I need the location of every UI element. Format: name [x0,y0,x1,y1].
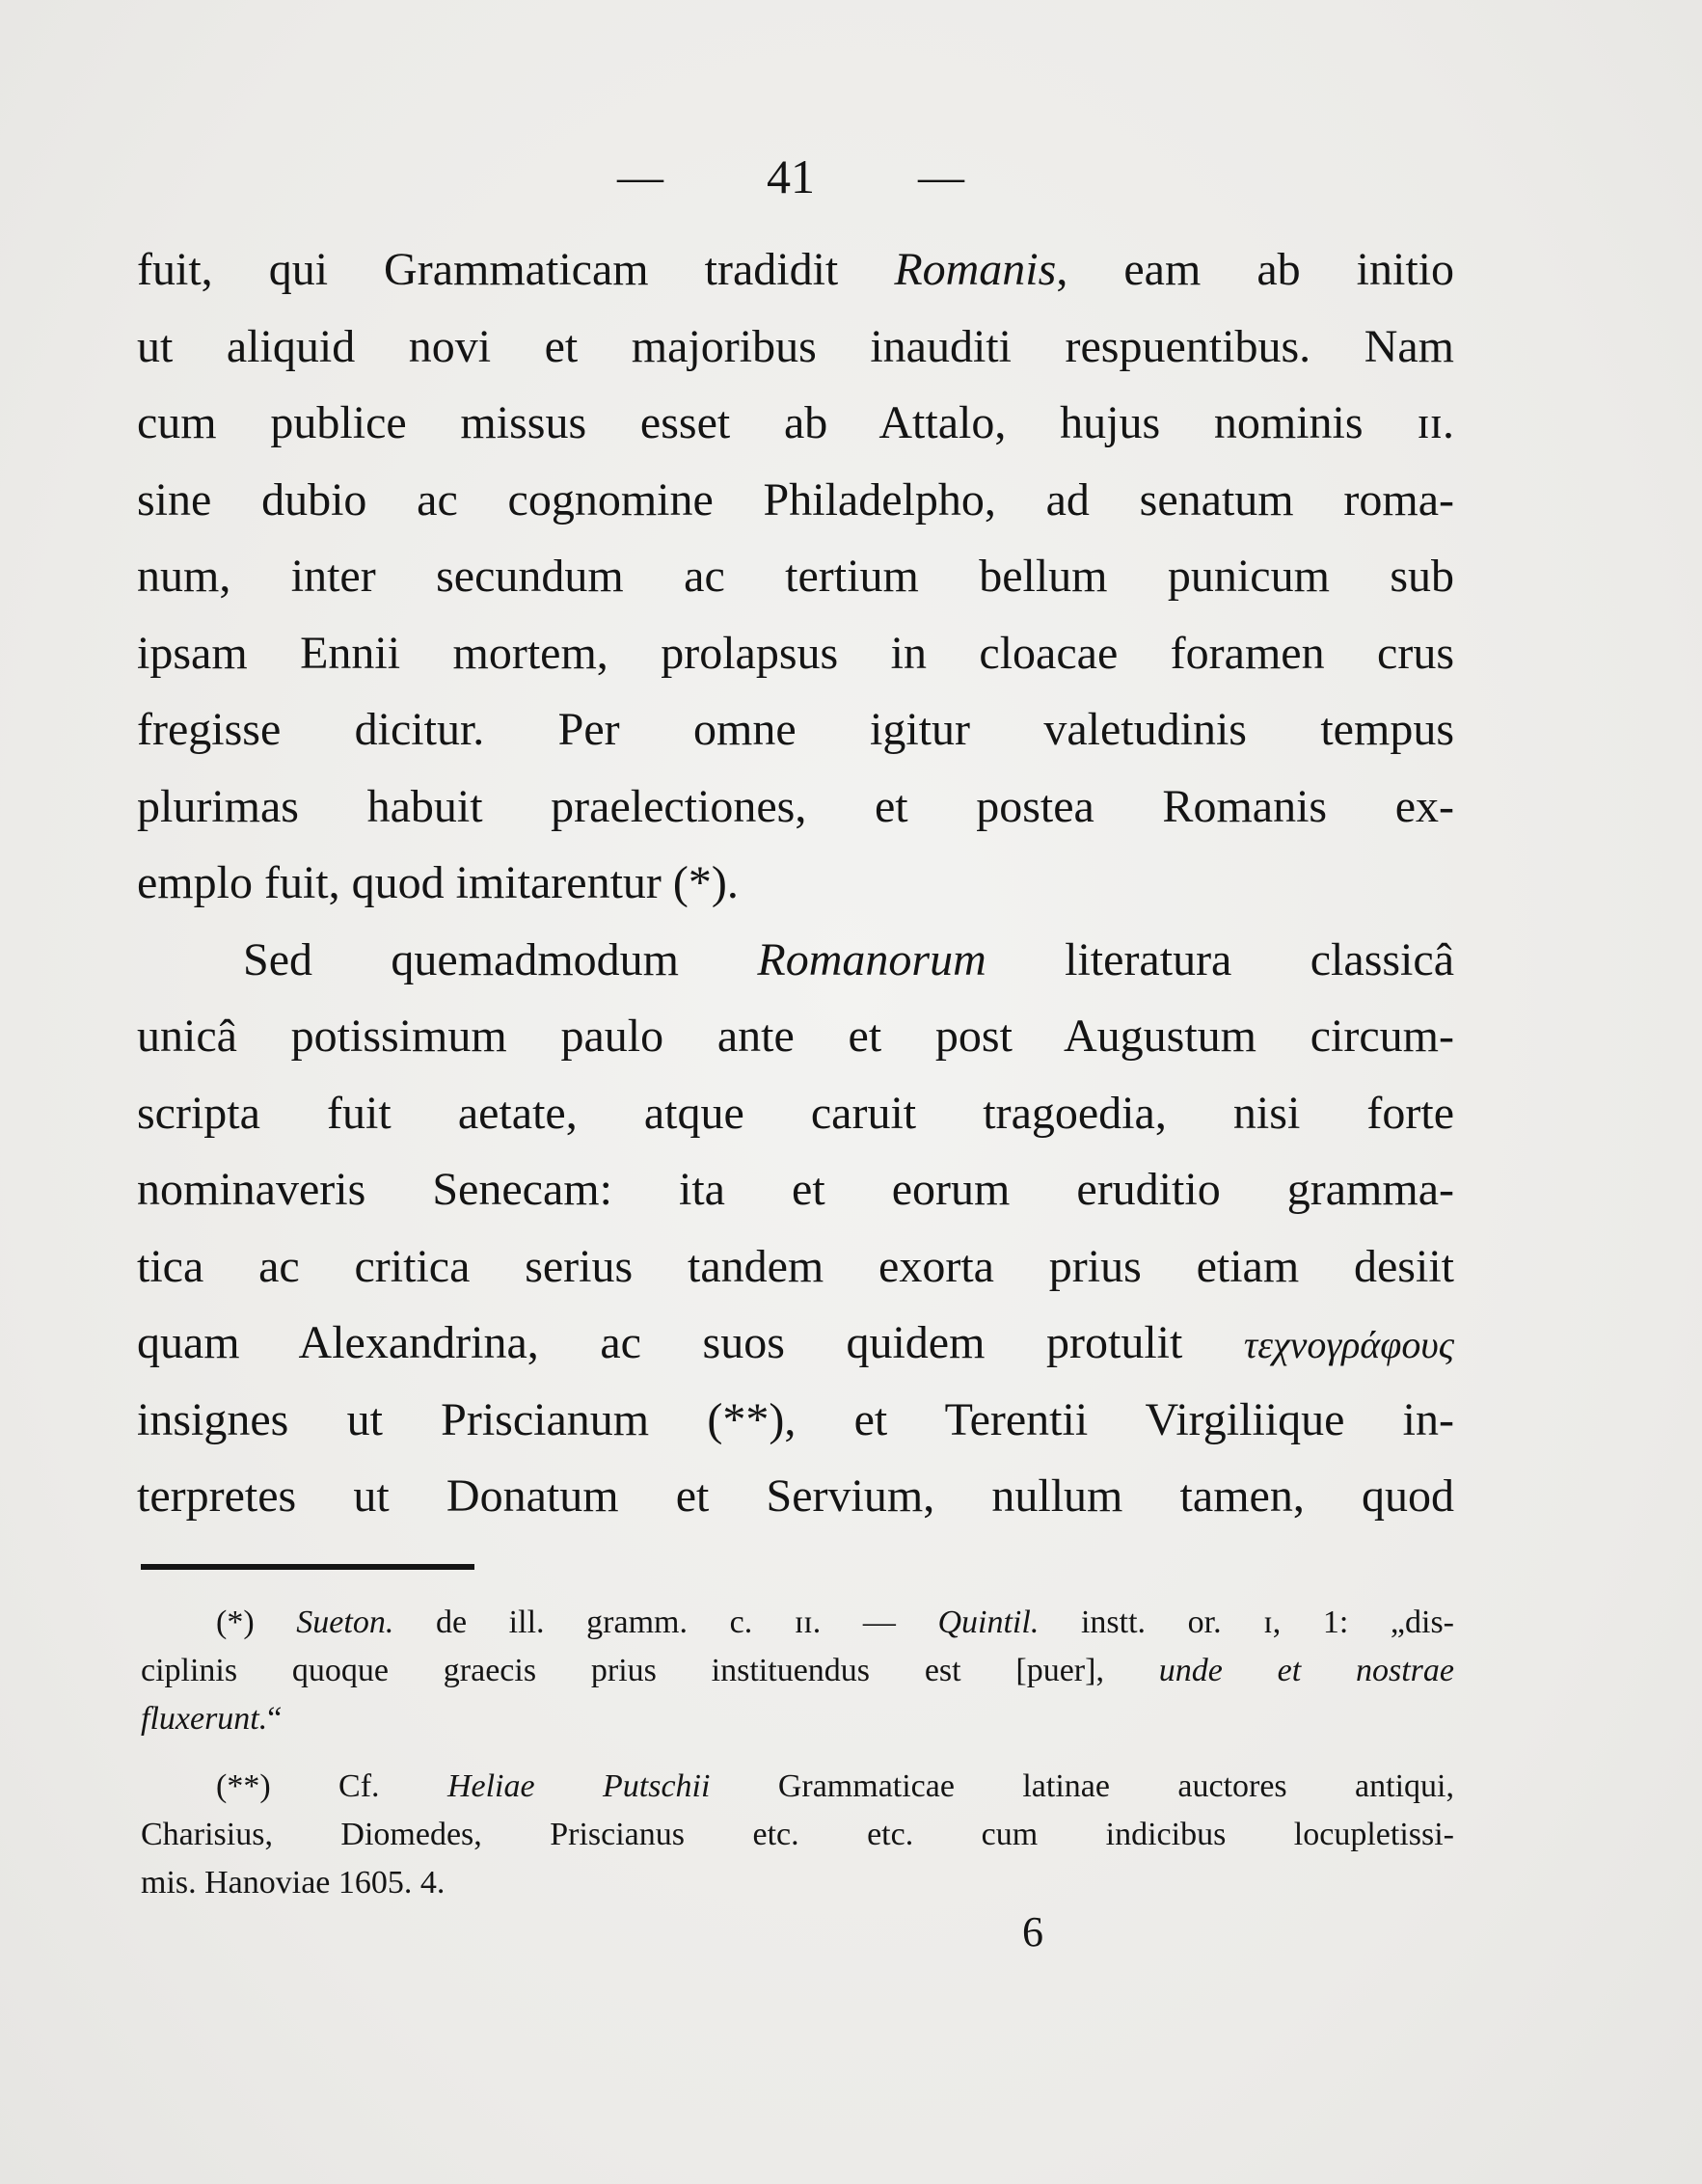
body-line [137,922,1454,999]
body-greek-text: τεχνογράφους [1243,1323,1454,1366]
body-text: num, inter secundum ac tertium bellum punicum sub [137,551,1454,602]
footnote-text: (*) [216,1604,297,1640]
footnote-italic-text: fluxerunt. [141,1701,268,1737]
footnote-line [141,1647,1454,1695]
body-text: , eam ab initio [1056,244,1455,295]
body-line [137,691,1454,768]
footnote-text: mis. Hanoviae 1605. 4. [141,1865,446,1901]
body-text: tica ac critica serius tandem exorta prius etiam desiit [137,1240,1454,1292]
footnote-text: Charisius, Diomedes, Priscianus etc. etc. cum indicibus locupletissi- [141,1817,1454,1852]
body-text: ut aliquid novi et majoribus inauditi respuentibus. Nam [137,320,1454,372]
body-text: emplo fuit, quod imitarentur (*). [137,857,739,908]
body-line [137,1458,1454,1535]
footnote-line [141,1763,1454,1811]
body-line [137,998,1454,1075]
signature-mark: 6 [1022,1908,1043,1955]
body-text: terpretes ut Donatum et Servium, nullum tamen, quod [137,1470,1454,1522]
body-text: quam Alexandrina, ac suos quidem protulit [137,1317,1244,1368]
body-line [137,231,1454,309]
body-text: insignes ut Priscianum (**), et Terentii Virgiliique in- [137,1393,1454,1445]
body-line [137,845,1454,922]
header-dash-right: — [918,150,964,202]
footnote-text: de ill. gramm. c. ɪɪ. — [393,1604,938,1640]
footnote-separator-rule [141,1564,474,1570]
body-line [137,538,1454,615]
body-text: sine dubio ac cognomine Philadelpho, ad senatum roma- [137,473,1454,526]
body-line [137,309,1454,386]
body-line [137,768,1454,846]
footnote-line [141,1599,1454,1647]
body-line [137,1151,1454,1228]
body-text: nominaveris Senecam: ita et eorum eruditio gramma- [137,1164,1454,1215]
body-text: Sed quemadmodum [243,933,758,985]
header-dash-left: — [617,150,663,202]
footnote-text: “ [267,1701,283,1737]
body-text: literatura classicâ [986,933,1454,985]
body-line [137,462,1454,539]
body-text: cum publice missus esset ab Attalo, hujus nominis ɪɪ. [137,397,1454,448]
footnote-italic-text: Sueton. [296,1604,394,1640]
footnote-text: ciplinis quoque graecis prius instituendus est [puer], [141,1653,1159,1688]
footnote-italic-text: Quintil. [937,1604,1040,1640]
body-line [137,1228,1454,1306]
body-italic-text: Romanis [894,244,1057,295]
body-text: fuit, qui Grammaticam tradidit [137,244,895,295]
body-text: unicâ potissimum paulo ante et post Augustum circum- [137,1011,1454,1062]
page-number: 41 [767,149,815,203]
page-header [617,143,964,210]
main-text [137,231,1454,1535]
body-italic-text: Romanorum [757,933,986,985]
body-line [137,1075,1454,1152]
footnote-line [141,1695,1454,1743]
footnotes [141,1599,1454,1907]
body-text: plurimas habuit praelectiones, et postea Romanis ex- [137,780,1454,832]
body-line [137,1382,1454,1459]
footnote-line [141,1811,1454,1859]
body-line [137,385,1454,462]
footnote-line [141,1859,1454,1907]
footnote-text: (**) Cf. [216,1768,447,1804]
body-text: fregisse dicitur. Per omne igitur valetudinis tempus [137,704,1454,755]
footnote-italic-text: unde et nostrae [1158,1653,1454,1688]
footnote-text: Grammaticae latinae auctores antiqui, [710,1768,1454,1804]
body-line [137,1305,1454,1382]
footnote-text: instt. or. ɪ, 1: „dis- [1039,1604,1454,1640]
body-line [137,615,1454,692]
body-text: scripta fuit aetate, atque caruit tragoedia, nisi forte [137,1087,1454,1139]
footnote-italic-text: Heliae Putschii [446,1768,711,1804]
body-text: ipsam Ennii mortem, prolapsus in cloacae foramen crus [137,627,1454,679]
